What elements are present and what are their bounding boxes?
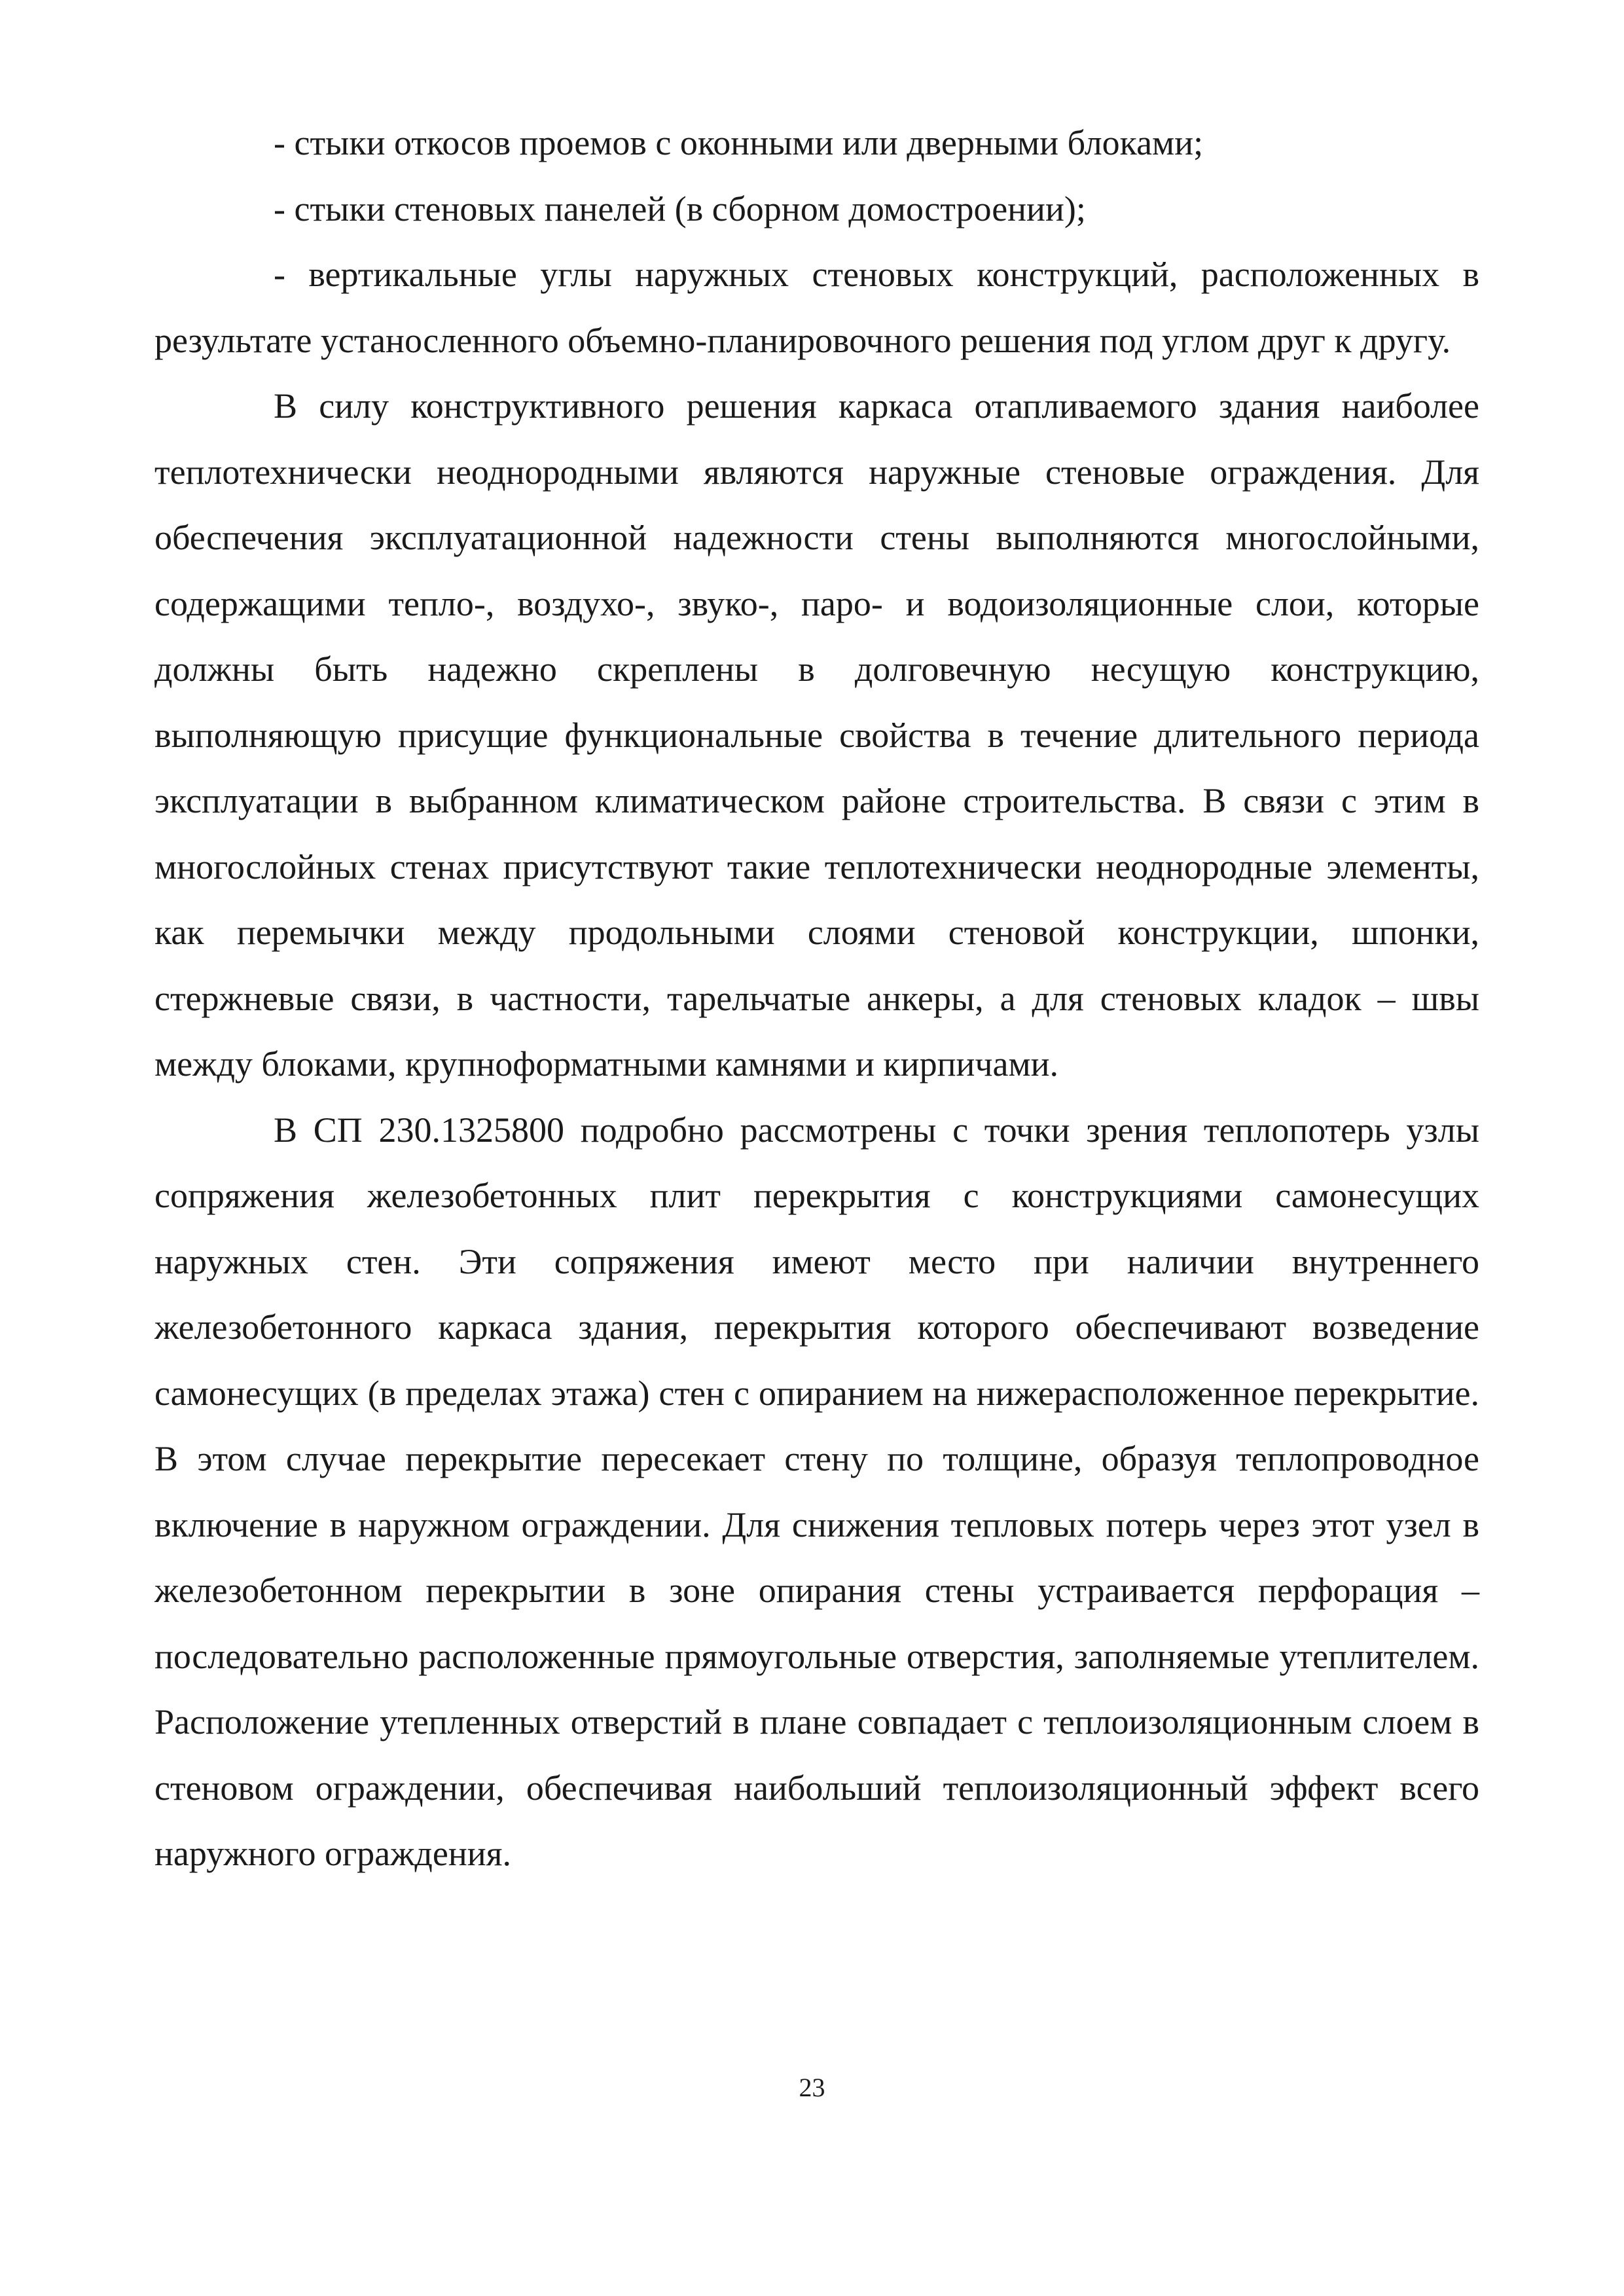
paragraph-list-item-vertical-corners: - вертикальные углы наружных стеновых конструкций, расположенных в результате устаносленного объемно-планировочного решения под углом друг к другу. — [154, 255, 1479, 360]
paragraph-list-item-panel-joints: - стыки стеновых панелей (в сборном домостроении); — [274, 189, 1086, 228]
body-text — [154, 110, 1479, 1887]
paragraph-sp-230-slab-joints: В СП 230.1325800 подробно рассмотрены с точки зрения теплопотерь узлы сопряжения железобетонных плит перекрытия с конструкциями самонесущих наружных стен. Эти сопряжения имеют место при наличии внутреннего железобетонного каркаса здания, перекрытия которого обеспечивают возведение самонесущих (в пределах этажа) стен с опиранием на нижерасположенное перекрытие. В этом случае перекрытие пересекает стену по толщине, образуя теплопроводное включение в наружном ограждении. Для снижения тепловых потерь через этот узел в железобетонном перекрытии в зоне опирания стены устраивается перфорация – последовательно расположенные прямоугольные отверстия, заполняемые утеплителем. Расположение утепленных отверстий в плане совпадает с теплоизоляционным слоем в стеновом ограждении, обеспечивая наибольший теплоизоляционный эффект всего наружного ограждения. — [154, 1110, 1479, 1873]
paragraph-wall-heterogeneity: В силу конструктивного решения каркаса отапливаемого здания наиболее теплотехнически неоднородными являются наружные стеновые ограждения. Для обеспечения эксплуатационной надежности стены выполняются многослойными, содержащими тепло-, воздухо-, звуко-, паро- и водоизоляционные слои, которые должны быть надежно скреплены в долговечную несущую конструкцию, выполняющую присущие функциональные свойства в течение длительного периода эксплуатации в выбранном климатическом районе строительства. В связи с этим в многослойных стенах присутствуют такие теплотехнически неоднородные элементы, как перемычки между продольными слоями стеновой конструкции, шпонки, стержневые связи, в частности, тарельчатые анкеры, а для стеновых кладок – швы между блоками, крупноформатными камнями и кирпичами. — [154, 386, 1479, 1084]
page-number: 23 — [799, 2073, 825, 2102]
paragraph-list-item-window-joints: - стыки откосов проемов с оконными или дверными блоками; — [274, 123, 1204, 162]
